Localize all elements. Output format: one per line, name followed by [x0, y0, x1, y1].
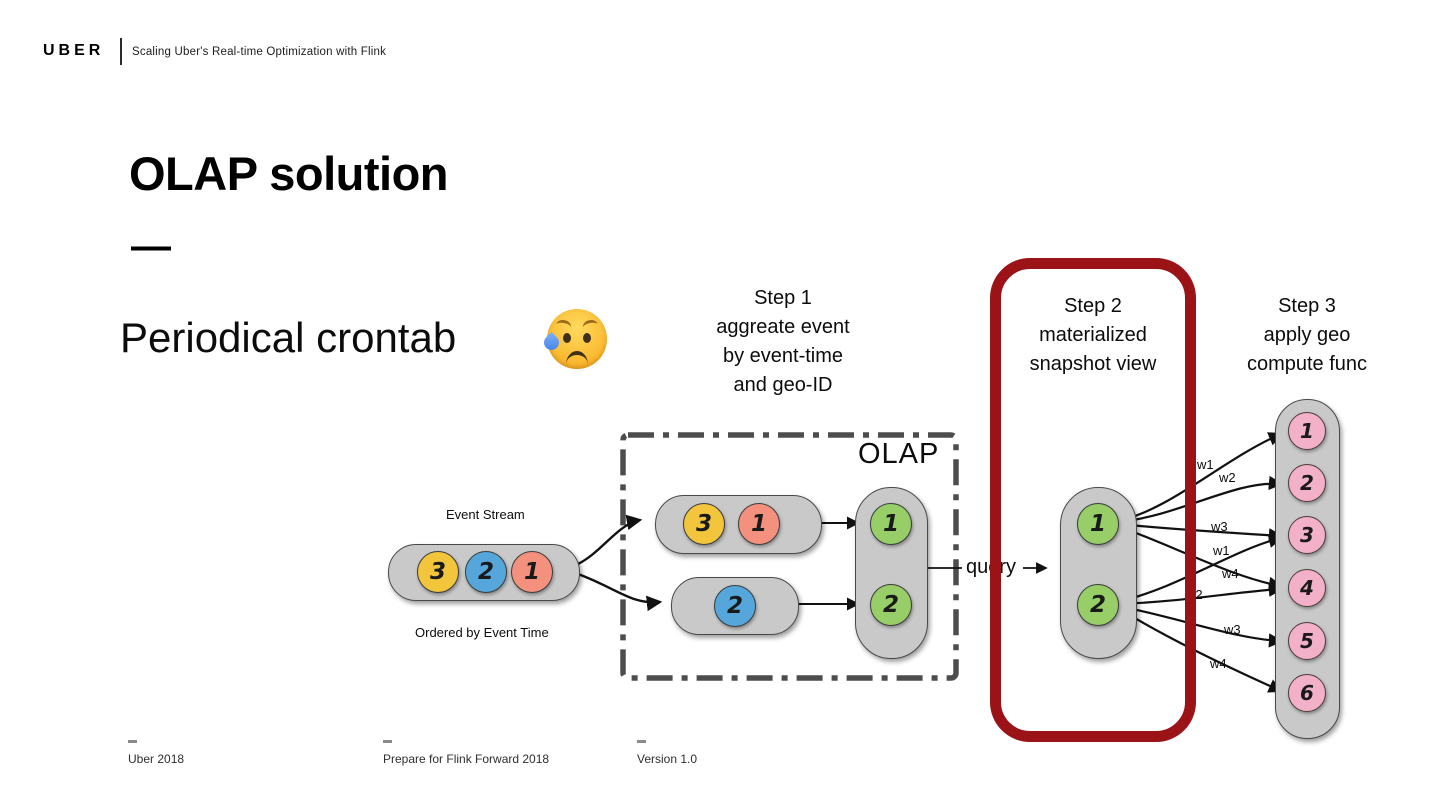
olap-view-node: [870, 503, 912, 545]
geo-node: [1288, 412, 1326, 450]
edge-label: w4: [1222, 566, 1239, 581]
edge-label: w1: [1213, 543, 1230, 558]
agg-node: [714, 585, 756, 627]
step3-line: apply geo: [1263, 324, 1351, 346]
geo-node-label: 4: [1300, 576, 1314, 600]
step1-line: by event-time: [722, 345, 844, 367]
slide-subtitle: Periodical crontab: [120, 314, 457, 361]
geo-node-label: 6: [1300, 681, 1314, 705]
geo-node: [1288, 569, 1326, 607]
page-title: OLAP solution: [129, 147, 449, 200]
title-dash: —: [131, 224, 171, 268]
step2-line: Step 2: [1064, 295, 1122, 317]
query-label: query: [966, 556, 1017, 578]
edge-label: w4: [1210, 656, 1227, 671]
geo-node-label: 5: [1300, 629, 1314, 653]
event-node: [511, 551, 553, 593]
footer-item: Uber 2018: [128, 752, 185, 766]
step1-line: and geo-ID: [733, 374, 833, 396]
olap-view-node-label: 1: [882, 511, 899, 537]
edge-label: w1: [1197, 457, 1214, 472]
stream-split-arrows: [578, 520, 660, 602]
olap-view-node: [870, 584, 912, 626]
event-node: [417, 551, 459, 593]
agg-node-label: 1: [750, 511, 767, 537]
footer-item: Prepare for Flink Forward 2018: [383, 752, 550, 766]
agg-node: [738, 503, 780, 545]
ordered-by-label: Ordered by Event Time: [415, 625, 549, 640]
olap-view-node-label: 2: [882, 592, 899, 618]
header-subtitle: Scaling Uber's Real-time Optimization with Flink: [132, 46, 387, 58]
agg-node: [683, 503, 725, 545]
event-node-label: 3: [429, 559, 446, 585]
geo-node: [1288, 464, 1326, 502]
snapshot-node-label: 1: [1089, 511, 1106, 537]
uber-logo: UBER: [43, 42, 105, 59]
event-node: [465, 551, 507, 593]
step2-line: materialized: [1039, 324, 1147, 346]
step3-line: Step 3: [1278, 295, 1336, 317]
geo-node: [1288, 516, 1326, 554]
step2-highlight-box: [990, 258, 1196, 742]
geo-node-label: 2: [1300, 471, 1314, 495]
step2-line: snapshot view: [1029, 353, 1157, 375]
edge-label: w2: [1186, 587, 1203, 602]
olap-label: OLAP: [858, 438, 940, 470]
step3-line: compute func: [1246, 353, 1368, 375]
step1-line: Step 1: [754, 287, 812, 309]
edge-label: w2: [1219, 470, 1236, 485]
geo-node-label: 3: [1300, 523, 1314, 547]
footer-item: Version 1.0: [637, 752, 698, 766]
event-stream-label: Event Stream: [446, 507, 525, 522]
edge-label: w3: [1224, 622, 1241, 637]
event-node-label: 1: [523, 559, 540, 585]
agg-node-label: 3: [695, 511, 712, 537]
agg-node-label: 2: [726, 593, 743, 619]
edge-label: w3: [1211, 519, 1228, 534]
step1-line: aggreate event: [716, 316, 850, 338]
event-node-label: 2: [477, 559, 494, 585]
geo-node: [1288, 622, 1326, 660]
snapshot-node-label: 2: [1089, 592, 1106, 618]
geo-node: [1288, 674, 1326, 712]
geo-node-label: 1: [1300, 419, 1314, 443]
